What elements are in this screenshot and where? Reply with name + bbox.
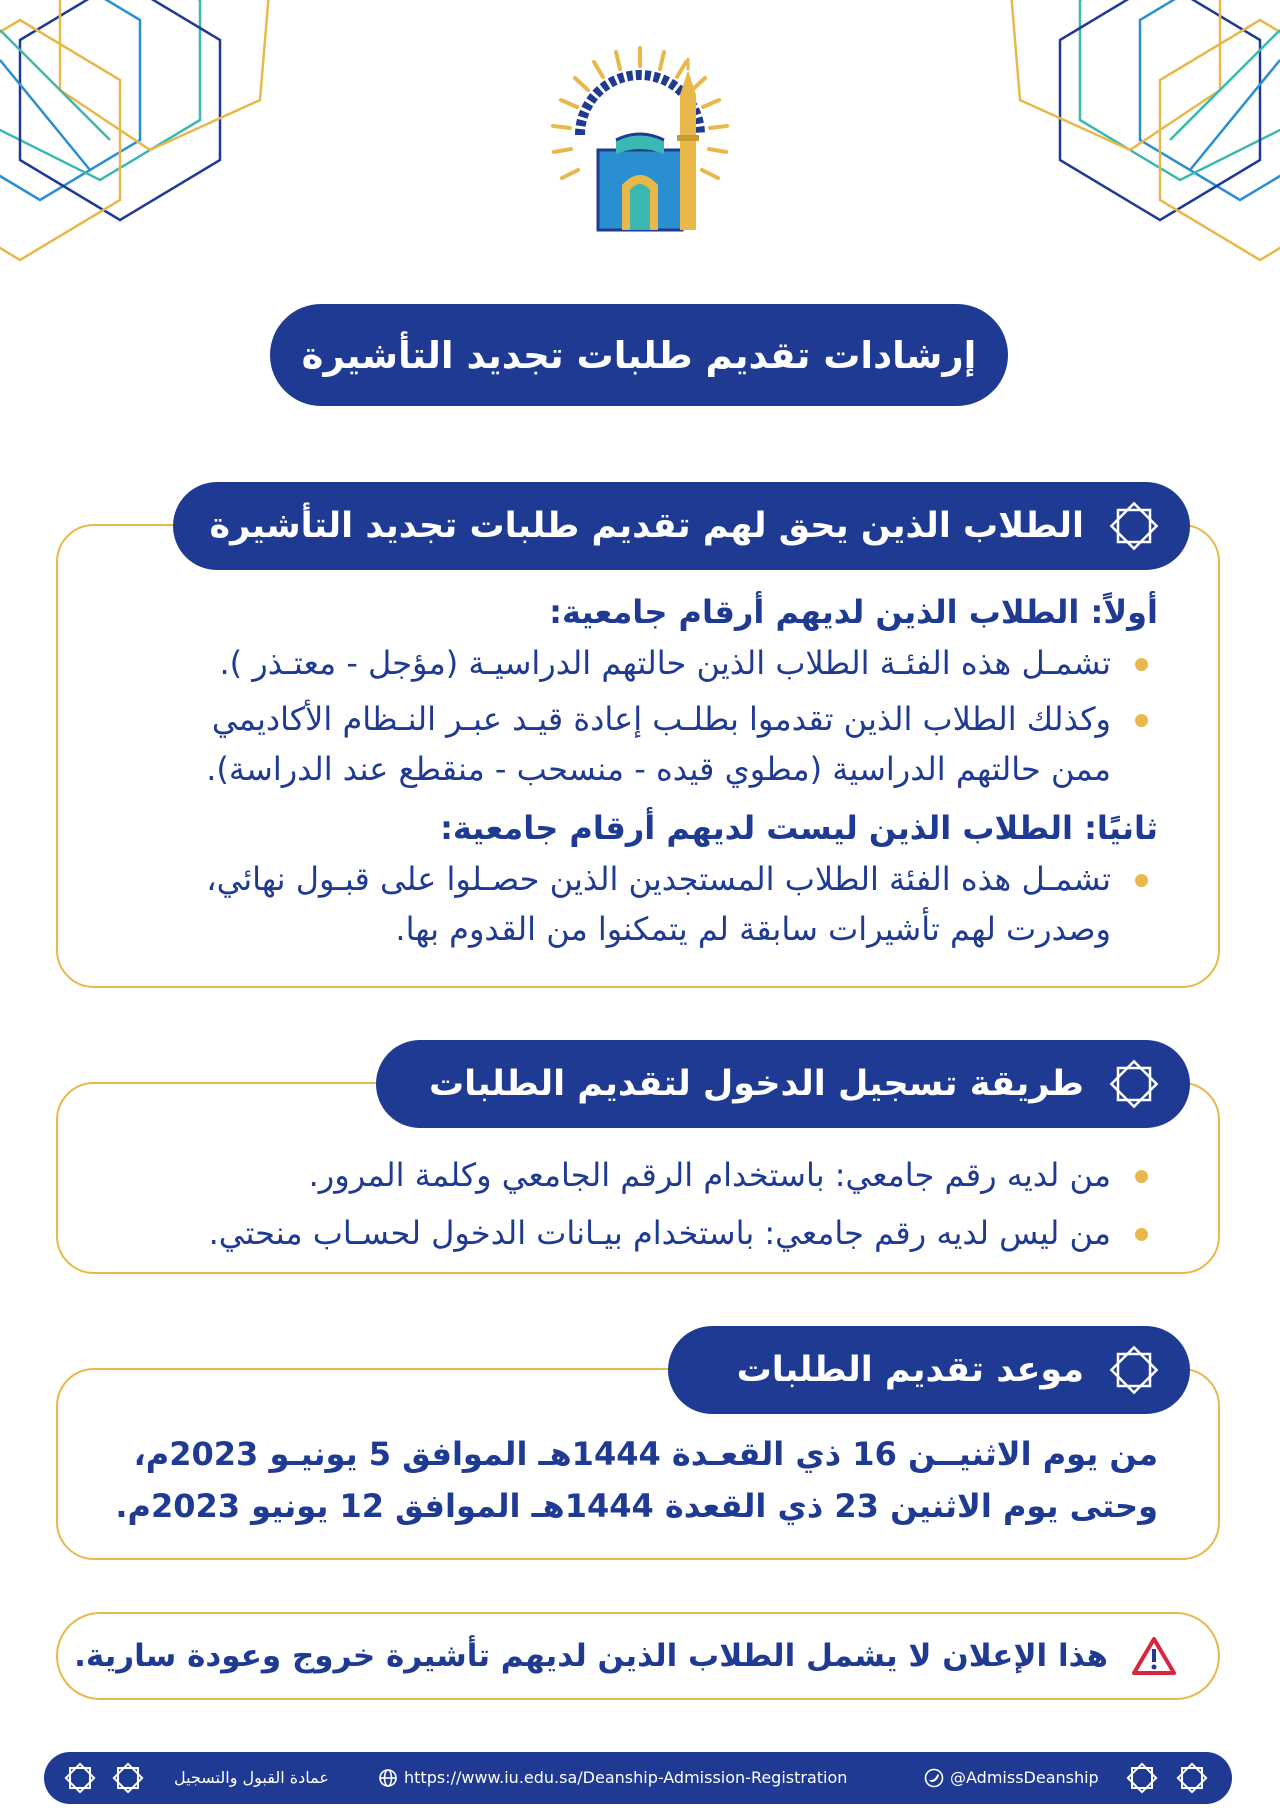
bullet-dot: [1135, 714, 1148, 727]
list-item-line: تشمـل هذه الفئة الطلاب المستجدين الذين حصـلوا على قبـول نهائي،: [206, 860, 1111, 898]
section-title: موعد تقديم الطلبات: [736, 1350, 1084, 1390]
bullet-dot: [1135, 658, 1148, 671]
second-category-heading: ثانيًا: الطلاب الذين ليست لديهم أرقام جامعية:: [440, 809, 1158, 847]
list-item-text: من لديه رقم جامعي: باستخدام الرقم الجامعي وكلمة المرور.: [308, 1156, 1111, 1194]
bullet-dot: [1135, 1228, 1148, 1241]
twitter-icon: [924, 1768, 944, 1788]
eligible-students-header: [173, 482, 1190, 570]
login-method-header: [376, 1040, 1190, 1128]
octagram-star-icon: [1106, 1342, 1162, 1398]
list-item: [78, 854, 1158, 954]
page-title: إرشادات تقديم طلبات تجديد التأشيرة: [270, 304, 1008, 406]
university-logo: [540, 40, 740, 240]
list-item: [78, 638, 1158, 688]
list-item-line: وصدرت لهم تأشيرات سابقة لم يتمكنوا من القدوم بها.: [395, 910, 1111, 948]
bullet-dot: [1135, 1170, 1148, 1183]
octagram-star-icon: [1106, 498, 1162, 554]
end-date-line: وحتى يوم الاثنين 23 ذي القعدة 1444هـ الموافق 12 يونيو 2023م.: [115, 1487, 1158, 1525]
list-item: [78, 1208, 1158, 1258]
decorative-corner-left: [0, 0, 300, 270]
application-dates-header: [668, 1326, 1190, 1414]
octagram-star-icon: [62, 1760, 98, 1796]
list-item-text: [206, 854, 1111, 954]
warning-triangle-icon: [1132, 1636, 1176, 1676]
login-method-content: [78, 1150, 1158, 1258]
eligible-students-content: [78, 586, 1158, 954]
decorative-corner-right: [980, 0, 1280, 270]
list-item-text: [206, 694, 1111, 794]
list-item: [78, 694, 1158, 794]
notice-text: هذا الإعلان لا يشمل الطلاب الذين لديهم تأشيرة خروج وعودة سارية.: [74, 1638, 1108, 1674]
globe-icon: [378, 1768, 398, 1788]
application-dates-content: [78, 1428, 1158, 1532]
list-item-line: وكذلك الطلاب الذين تقدموا بطلـب إعادة قيـد عبـر النـظام الأكاديمي: [211, 700, 1111, 738]
octagram-star-icon: [1124, 1760, 1160, 1796]
footer-twitter-handle[interactable]: @AdmissDeanship: [950, 1768, 1099, 1787]
start-date-line: من يوم الاثنيــن 16 ذي القعـدة 1444هـ الموافق 5 يونيـو 2023م،: [133, 1435, 1158, 1473]
notice-box: [56, 1612, 1220, 1700]
list-item-text: من ليس لديه رقم جامعي: باستخدام بيـانات الدخول لحسـاب منحتي.: [208, 1214, 1111, 1252]
section-title: طريقة تسجيل الدخول لتقديم الطلبات: [429, 1064, 1084, 1104]
list-item: [78, 1150, 1158, 1200]
footer-deanship-name: عمادة القبول والتسجيل: [174, 1768, 329, 1787]
eligible-students-section: [56, 524, 1220, 988]
octagram-star-icon: [1174, 1760, 1210, 1796]
octagram-star-icon: [110, 1760, 146, 1796]
footer-bar: [44, 1752, 1232, 1804]
first-category-heading: أولاً: الطلاب الذين لديهم أرقام جامعية:: [549, 593, 1158, 631]
section-title: الطلاب الذين يحق لهم تقديم طلبات تجديد التأشيرة: [209, 506, 1084, 546]
list-item-line: ممن حالتهم الدراسية (مطوي قيده - منسحب - منقطع عند الدراسة).: [206, 750, 1111, 788]
list-item-text: تشمـل هذه الفئـة الطلاب الذين حالتهم الدراسيـة (مؤجل - معتـذر ).: [219, 644, 1111, 682]
octagram-star-icon: [1106, 1056, 1162, 1112]
footer-website-link[interactable]: https://www.iu.edu.sa/Deanship-Admission-Registration: [404, 1768, 848, 1787]
bullet-dot: [1135, 874, 1148, 887]
